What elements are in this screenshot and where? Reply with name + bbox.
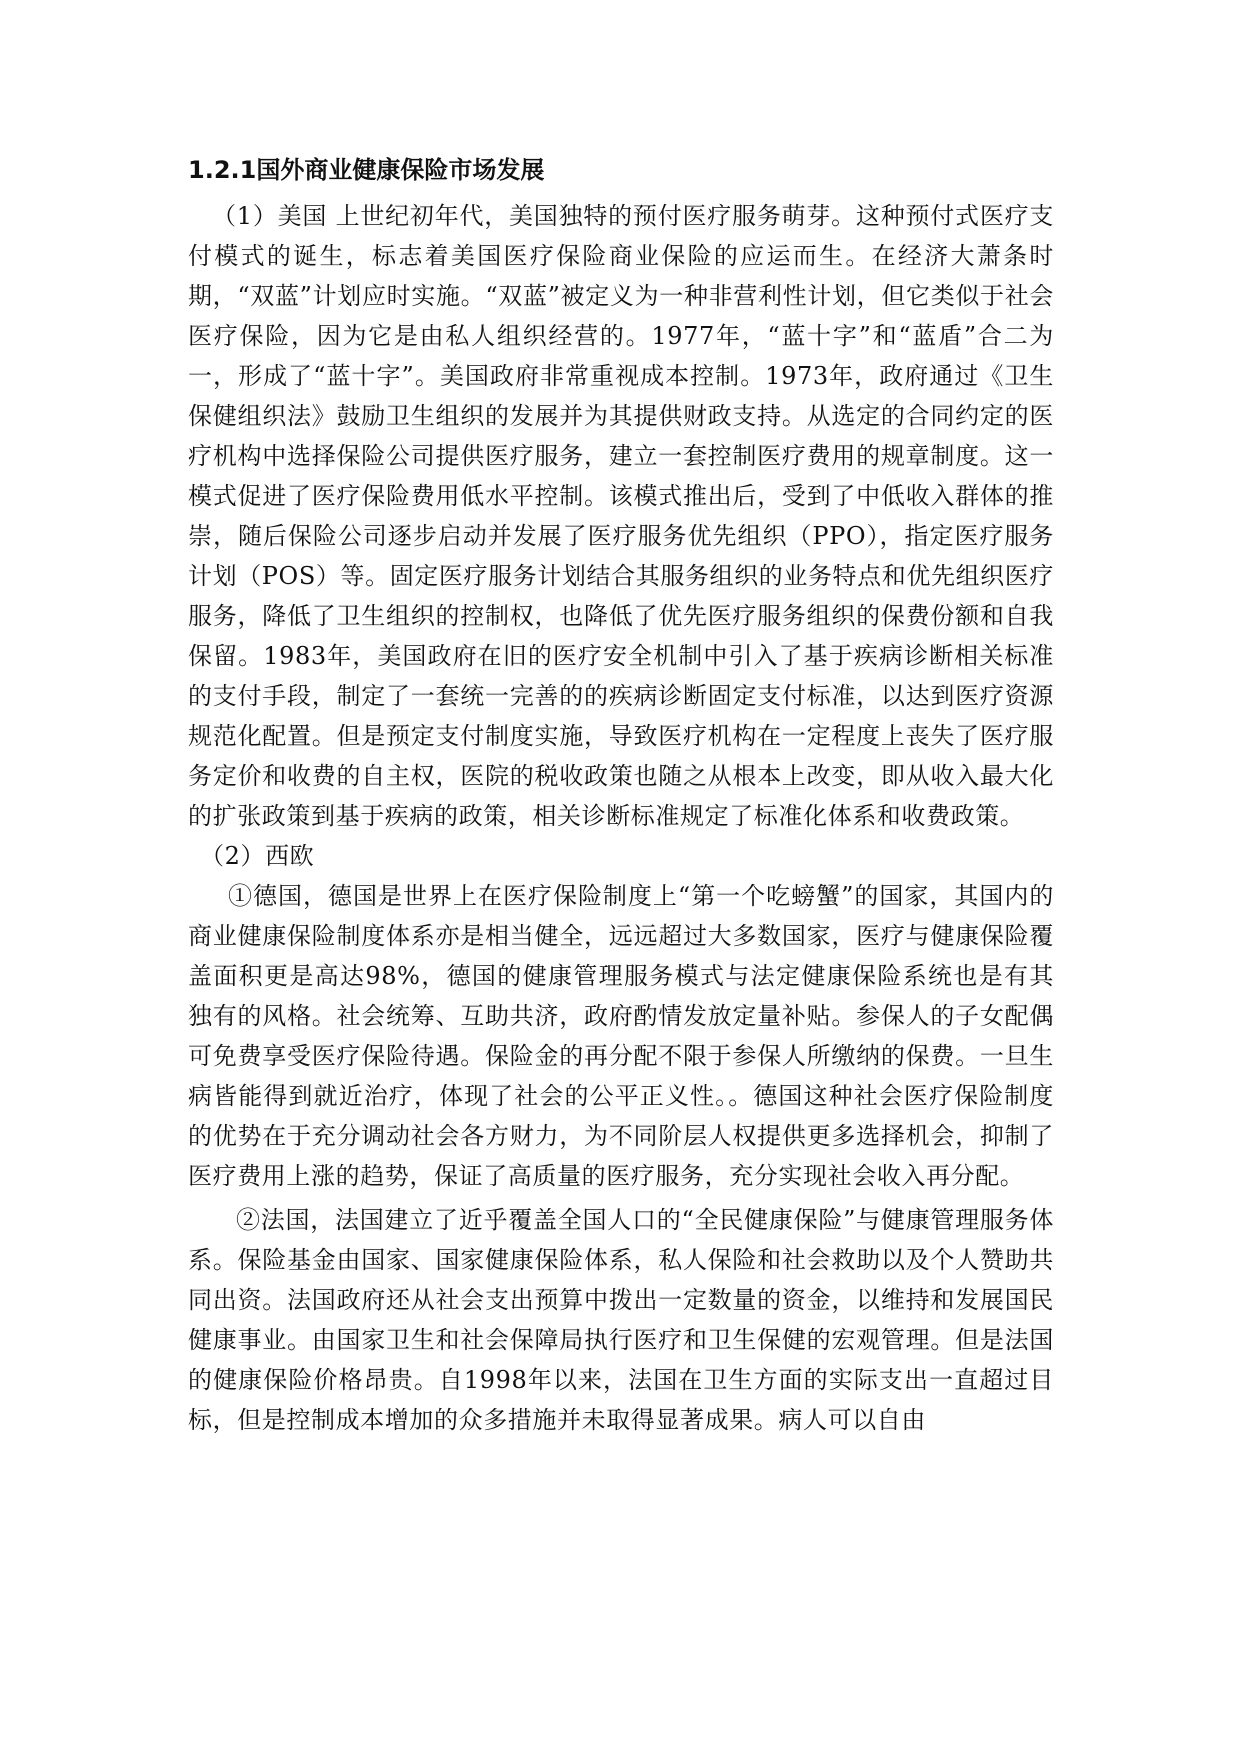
- paragraph-france: ②法国，法国建立了近乎覆盖全国人口的“全民健康保险”与健康管理服务体系。保险基金由国家、国家健康保险体系，私人保险和社会救助以及个人赞助共同出资。法国政府还从社会支出预算中拨出一定数量的资金，以维持和发展国民健康事业。由国家卫生和社会保障局执行医疗和卫生保健的宏观管理。但是法国的健康保险价格昂贵。自1998年以来，法国在卫生方面的实际支出一直超过目标，但是控制成本增加的众多措施并未取得显著成果。病人可以自由: [188, 1206, 1054, 1434]
- section-heading: 1.2.1国外商业健康保险市场发展: [188, 156, 545, 184]
- document-page: [188, 150, 1054, 1440]
- paragraph-usa: （1）美国 上世纪初年代，美国独特的预付医疗服务萌芽。这种预付式医疗支付模式的诞生，标志着美国医疗保险商业保险的应运而生。在经济大萧条时期，“双蓝”计划应时实施。“双蓝”被定义为一种非营利性计划，但它类似于社会医疗保险，因为它是由私人组织经营的。1977年，“蓝十字”和“蓝盾”合二为一，形成了“蓝十字”。美国政府非常重视成本控制。1973年，政府通过《卫生保健组织法》鼓励卫生组织的发展并为其提供财政支持。从选定的合同约定的医疗机构中选择保险公司提供医疗服务，建立一套控制医疗费用的规章制度。这一模式促进了医疗保险费用低水平控制。该模式推出后，受到了中低收入群体的推崇，随后保险公司逐步启动并发展了医疗服务优先组织（PPO），指定医疗服务计划（POS）等。固定医疗服务计划结合其服务组织的业务特点和优先组织医疗服务，降低了卫生组织的控制权，也降低了优先医疗服务组织的保费份额和自我保留。1983年，美国政府在旧的医疗安全机制中引入了基于疾病诊断相关标准的支付手段，制定了一套统一完善的的疾病诊断固定支付标准，以达到医疗资源规范化配置。但是预定支付制度实施，导致医疗机构在一定程度上丧失了医疗服务定价和收费的自主权，医院的税收政策也随之从根本上改变，即从收入最大化的扩张政策到基于疾病的政策，相关诊断标准规定了标准化体系和收费政策。: [188, 202, 1054, 830]
- paragraph-germany: ①德国，德国是世界上在医疗保险制度上“第一个吃螃蟹”的国家，其国内的商业健康保险制度体系亦是相当健全，远远超过大多数国家，医疗与健康保险覆盖面积更是高达98%，德国的健康管理服务模式与法定健康保险系统也是有其独有的风格。社会统筹、互助共济，政府酌情发放定量补贴。参保人的子女配偶可免费享受医疗保险待遇。保险金的再分配不限于参保人所缴纳的保费。一旦生病皆能得到就近治疗，体现了社会的公平正义性。。德国这种社会医疗保险制度的优势在于充分调动社会各方财力，为不同阶层人权提供更多选择机会，抑制了医疗费用上涨的趋势，保证了高质量的医疗服务，充分实现社会收入再分配。: [188, 882, 1054, 1190]
- sub-heading-western-europe: （2）西欧: [200, 842, 315, 870]
